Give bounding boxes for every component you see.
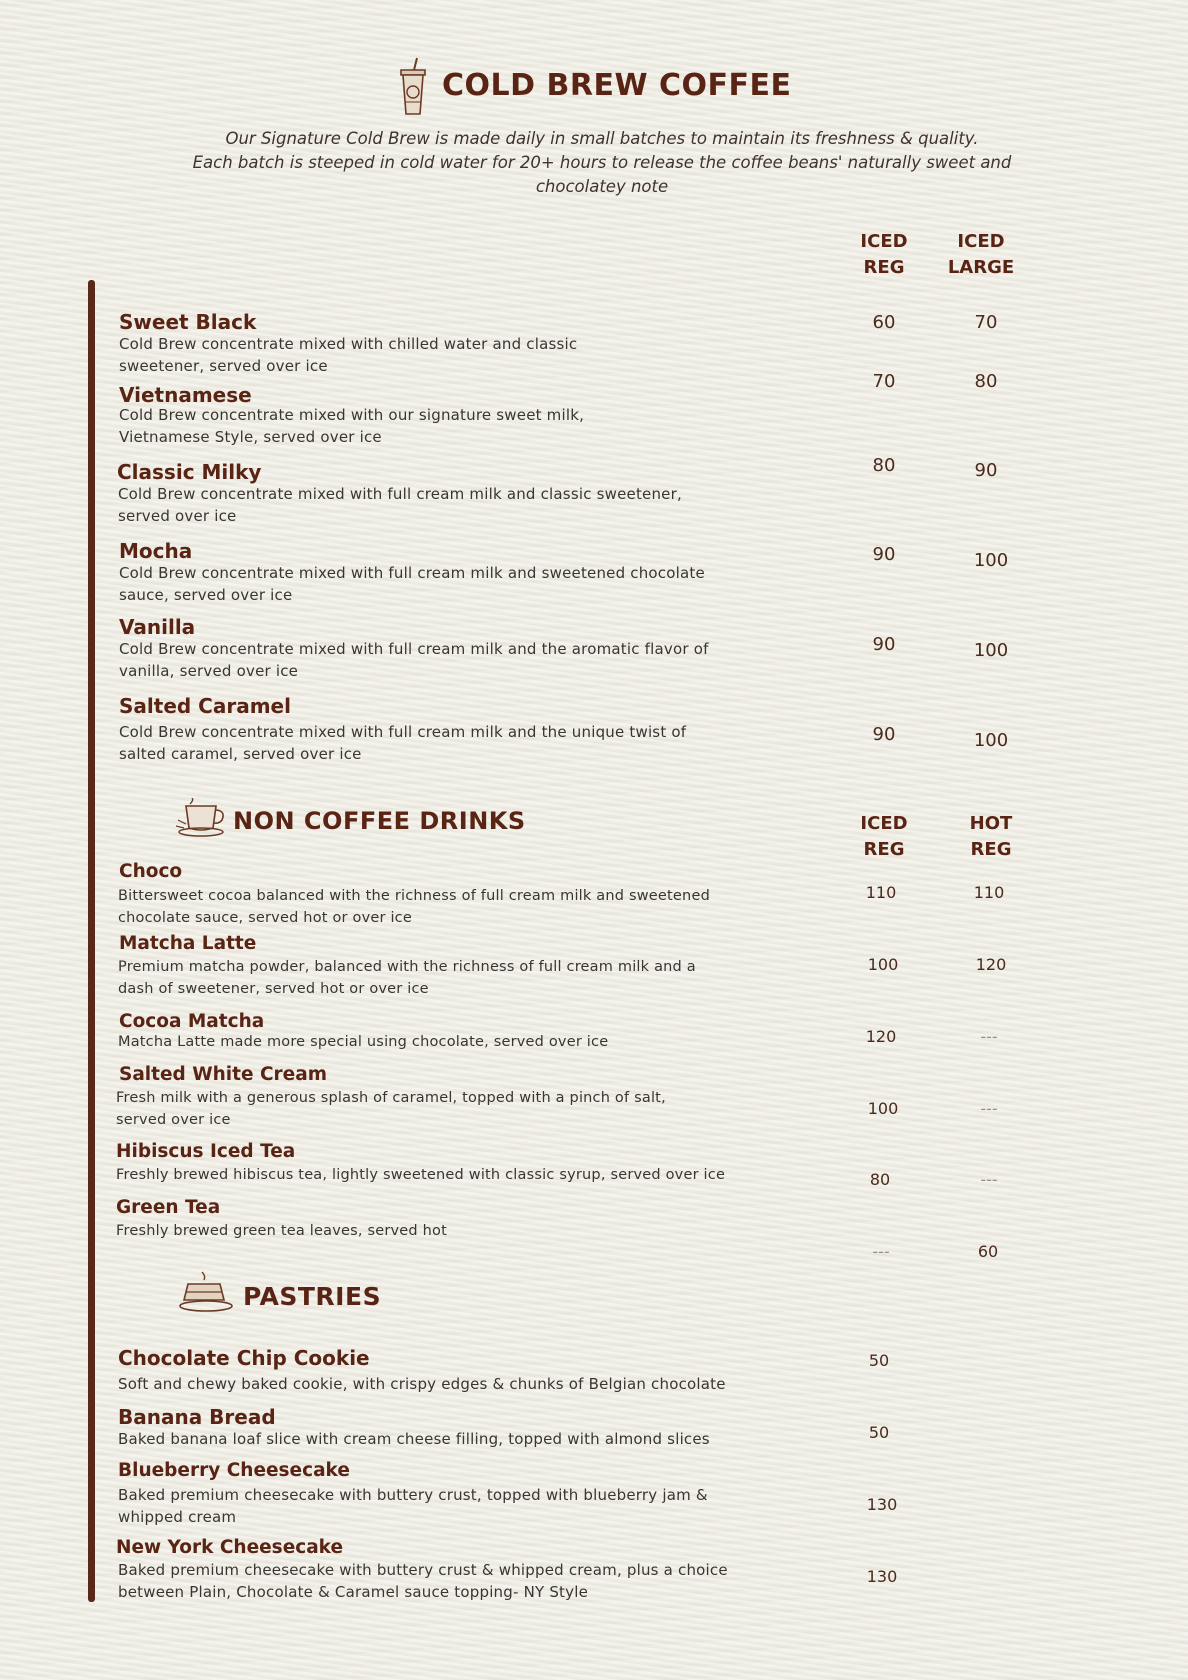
price-hot-reg: 60 (977, 1242, 999, 1261)
description-line: served over ice (116, 1112, 231, 1128)
description-line: Vietnamese Style, served over ice (119, 428, 382, 446)
price: 130 (866, 1495, 898, 1514)
intro-line: Each batch is steeped in cold water for 20+ hours to release the coffee beans' naturally sweet and (192, 153, 1012, 172)
description-line: Freshly brewed green tea leaves, served hot (116, 1223, 447, 1239)
menu-item-name: Classic Milky (117, 460, 262, 484)
menu-item-name: Salted Caramel (119, 694, 291, 718)
column-header-line: LARGE (947, 257, 1015, 278)
price-iced-reg: 60 (872, 312, 896, 333)
price-hot-reg: 110 (973, 883, 1005, 902)
price-iced-reg: 80 (869, 1170, 891, 1189)
description-line: chocolate sauce, served hot or over ice (118, 910, 412, 926)
menu-item-description (119, 638, 709, 682)
intro-line: Our Signature Cold Brew is made daily in small batches to maintain its freshness & quality. (225, 129, 979, 148)
description-line: Cold Brew concentrate mixed with full cream milk and sweetened chocolate (119, 564, 705, 582)
menu-item-name: Vietnamese (119, 383, 252, 407)
menu-item-description (116, 1220, 447, 1242)
intro-line: chocolatey note (535, 177, 669, 196)
price-hot-reg: 120 (975, 955, 1007, 974)
column-header-line: REG (863, 839, 905, 860)
price-iced-reg: 90 (872, 544, 896, 565)
menu-item-description (118, 885, 710, 929)
column-header-line: ICED (860, 813, 908, 834)
menu-item-description (118, 1559, 728, 1603)
menu-item-name: Mocha (119, 539, 193, 563)
menu-item-description (116, 1164, 725, 1186)
price-iced-reg: 70 (872, 371, 896, 392)
menu-item-description (118, 1484, 708, 1528)
column-header-iced-large (926, 229, 1036, 281)
menu-item-name: Hibiscus Iced Tea (116, 1141, 296, 1162)
price-iced-reg: 90 (872, 724, 896, 745)
column-header-line: REG (863, 257, 905, 278)
column-header-iced-reg (829, 811, 939, 863)
cold-brew-cup-icon (398, 56, 428, 118)
price-iced-large: 100 (973, 730, 1009, 751)
menu-item-description (119, 333, 577, 377)
menu-item-name: Salted White Cream (119, 1064, 327, 1085)
price: 130 (866, 1567, 898, 1586)
menu-item-description (119, 562, 705, 606)
menu-item-name: Chocolate Chip Cookie (118, 1346, 370, 1370)
price-iced-large: 90 (974, 460, 998, 481)
menu-item-description (116, 1087, 666, 1131)
description-line: Matcha Latte made more special using chocolate, served over ice (118, 1034, 609, 1050)
price-iced-reg: 100 (867, 955, 899, 974)
description-line: salted caramel, served over ice (119, 745, 362, 763)
price: 50 (868, 1351, 890, 1370)
price-iced-large: 100 (973, 550, 1009, 571)
menu-item-description (118, 1031, 608, 1053)
description-line: Premium matcha powder, balanced with the richness of full cream milk and a (118, 959, 696, 975)
description-line: Freshly brewed hibiscus tea, lightly sweetened with classic syrup, served over ice (116, 1167, 726, 1183)
menu-item-name: Cocoa Matcha (119, 1011, 265, 1032)
menu-item-description (118, 956, 696, 1000)
price-iced-large: 100 (973, 640, 1009, 661)
description-line: dash of sweetener, served hot or over ice (118, 981, 429, 997)
description-line: Cold Brew concentrate mixed with our signature sweet milk, (119, 406, 585, 424)
menu-item-description (119, 404, 584, 448)
column-header-line: HOT (969, 813, 1013, 834)
menu-item-name: Choco (119, 861, 183, 882)
price-iced-large: 70 (974, 312, 998, 333)
price-iced-reg: 120 (865, 1027, 897, 1046)
menu-item-name: Vanilla (119, 615, 196, 639)
menu-accent-bar (88, 280, 95, 1602)
description-line: vanilla, served over ice (119, 662, 299, 680)
menu-item-name: Sweet Black (119, 310, 257, 334)
price-iced-reg: 90 (872, 634, 896, 655)
price-iced-reg: --- (872, 1242, 890, 1261)
description-line: Cold Brew concentrate mixed with full cream milk and the unique twist of (119, 723, 687, 741)
price-iced-reg: 100 (867, 1099, 899, 1118)
description-line: Fresh milk with a generous splash of caramel, topped with a pinch of salt, (116, 1090, 666, 1106)
cake-slice-icon (178, 1270, 234, 1314)
menu-item-name: Banana Bread (118, 1405, 276, 1429)
section-title-cold-brew: COLD BREW COFFEE (442, 68, 792, 103)
price-iced-large: 80 (974, 371, 998, 392)
description-line: served over ice (118, 507, 237, 525)
description-line: Bittersweet cocoa balanced with the richness of full cream milk and sweetened (118, 888, 710, 904)
price-iced-reg: 80 (872, 455, 896, 476)
price: 50 (868, 1423, 890, 1442)
price-hot-reg: --- (980, 1099, 998, 1118)
menu-item-name: Matcha Latte (119, 933, 257, 954)
column-header-line: ICED (957, 231, 1005, 252)
menu-item-description (118, 1428, 710, 1450)
description-line: Soft and chewy baked cookie, with crispy edges & chunks of Belgian chocolate (118, 1375, 726, 1393)
column-header-line: REG (970, 839, 1012, 860)
column-header-hot-reg (936, 811, 1046, 863)
column-header-line: ICED (860, 231, 908, 252)
description-line: Cold Brew concentrate mixed with full cream milk and classic sweetener, (118, 485, 682, 503)
description-line: Cold Brew concentrate mixed with chilled water and classic (119, 335, 578, 353)
description-line: between Plain, Chocolate & Caramel sauce topping- NY Style (118, 1583, 588, 1601)
description-line: whipped cream (118, 1508, 237, 1526)
description-line: Baked premium cheesecake with buttery crust & whipped cream, plus a choice (118, 1561, 728, 1579)
menu-item-name: Blueberry Cheesecake (118, 1460, 350, 1481)
coffee-cup-icon (176, 798, 232, 838)
price-hot-reg: --- (980, 1027, 998, 1046)
description-line: sauce, served over ice (119, 586, 293, 604)
description-line: Cold Brew concentrate mixed with full cream milk and the aromatic flavor of (119, 640, 709, 658)
menu-item-description (118, 483, 682, 527)
menu-item-name: New York Cheesecake (116, 1537, 344, 1558)
menu-item-description (119, 721, 686, 765)
description-line: Baked premium cheesecake with buttery crust, topped with blueberry jam & (118, 1486, 708, 1504)
menu-item-name: Green Tea (116, 1197, 221, 1218)
section-title-non-coffee: NON COFFEE DRINKS (233, 807, 526, 835)
description-line: sweetener, served over ice (119, 357, 328, 375)
menu-item-description (118, 1373, 726, 1395)
description-line: Baked banana loaf slice with cream cheese filling, topped with almond slices (118, 1430, 710, 1448)
column-header-iced-reg (829, 229, 939, 281)
price-hot-reg: --- (980, 1170, 998, 1189)
price-iced-reg: 110 (865, 883, 897, 902)
section-title-pastries: PASTRIES (243, 1282, 382, 1311)
cold-brew-intro (130, 127, 1074, 199)
